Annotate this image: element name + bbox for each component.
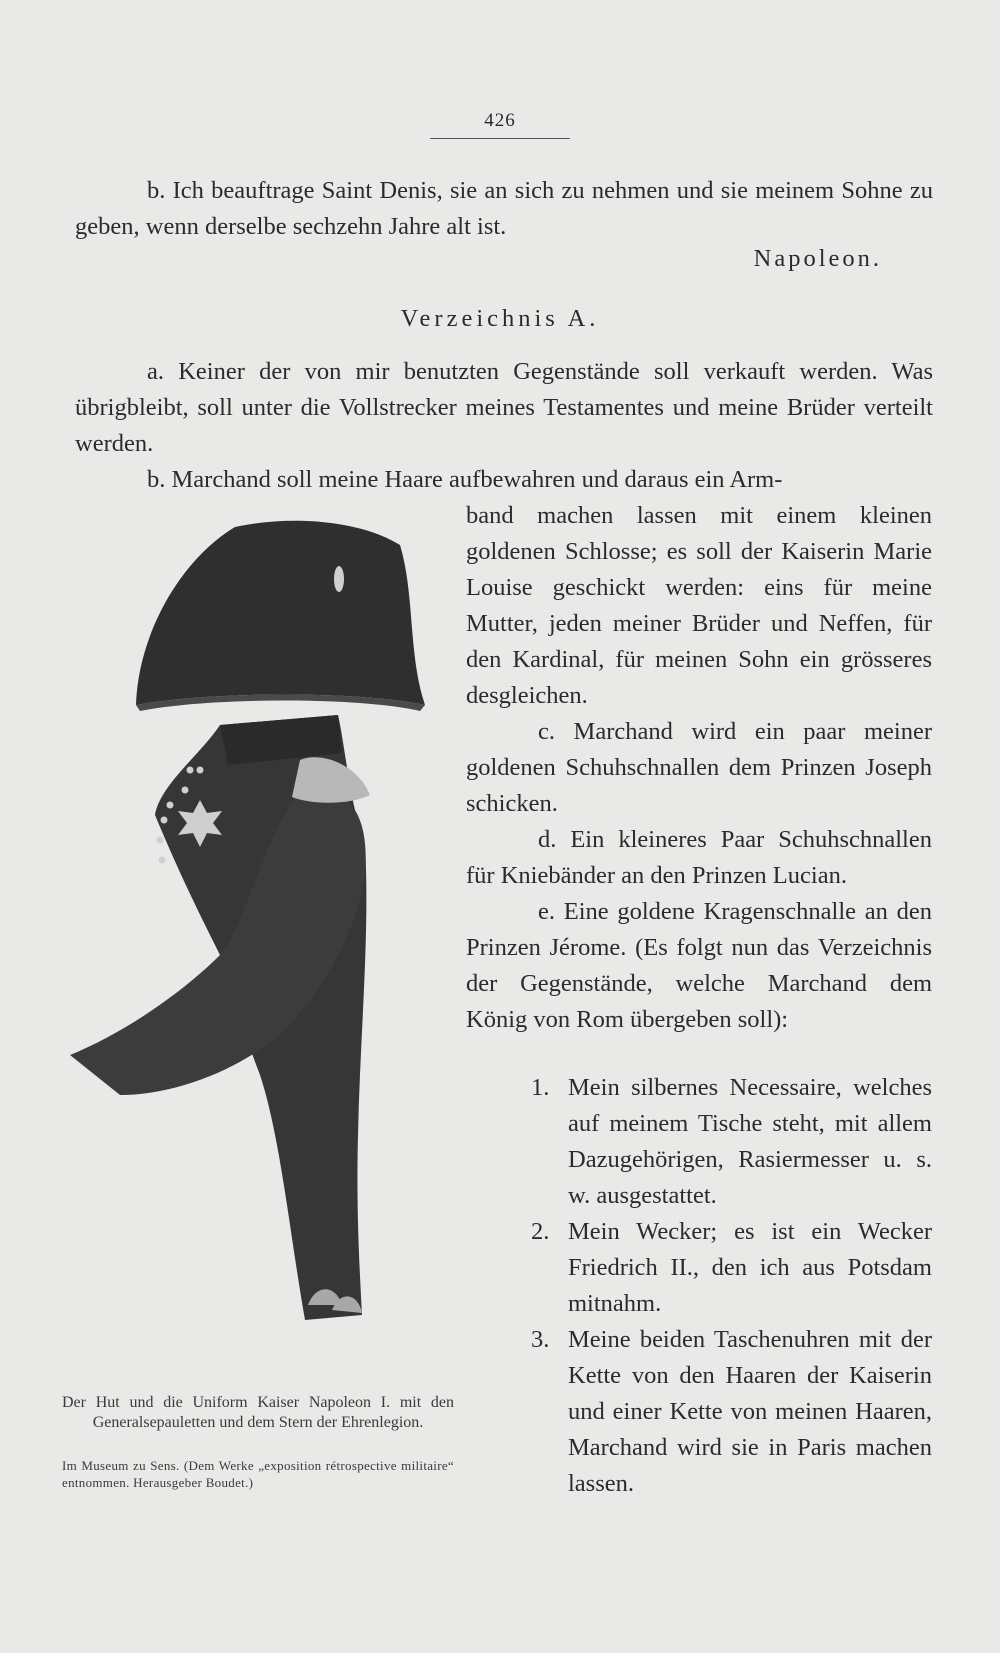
list-item-text: Mein silbernes Necessaire, welches auf meinem Tische steht, mit allem Dazugehörigen, Rasiermesser u. s. w. ausgestattet.	[568, 1074, 932, 1209]
list-item-number: 1.	[531, 1074, 550, 1101]
paragraph-b2: band machen lassen mit einem kleinen goldenen Schlosse; es soll der Kaiserin Marie Louise geschickt werden: eins für meine Mutter, jeden meiner Brüder und Neffen, für den Kardinal, für meinen Sohn ein grösseres desgleichen.	[466, 502, 932, 709]
paragraph-b2-first-line: b. Marchand soll meine Haare aufbewahren und daraus ein Arm-	[147, 466, 783, 493]
epaulette	[292, 757, 370, 802]
paragraph-c: c. Marchand wird ein paar meiner goldenen Schuhschnallen dem Prinzen Joseph schicken.	[466, 718, 932, 817]
list-item-number: 2.	[531, 1218, 550, 1245]
paragraph-b1: b. Ich beauftrage Saint Denis, sie an sich zu nehmen und sie meinem Sohne zu geben, wenn derselbe sechzehn Jahre alt ist.	[75, 177, 933, 240]
list-item	[466, 1322, 932, 1502]
paragraph-e: e. Eine goldene Kragenschnalle an den Prinzen Jérome. (Es folgt nun das Verzeichnis der Gegenstände, welche Marchand dem König von Rom übergeben soll):	[466, 898, 932, 1033]
list-item	[466, 1214, 932, 1322]
figure-caption-source: Im Museum zu Sens. (Dem Werke „exposition rétrospective militaire“ entnommen. Herausgeber Boudet.)	[62, 1458, 454, 1490]
bicorne-hat	[136, 521, 425, 705]
list-item-number: 3.	[531, 1326, 550, 1353]
paragraph-d: d. Ein kleineres Paar Schuhschnallen für Kniebänder an den Prinzen Lucian.	[466, 826, 932, 889]
list-item-text: Meine beiden Taschenuhren mit der Kette von den Haaren der Kaiserin und einer Kette von meinen Haaren, Marchand wird sie in Paris machen lassen.	[568, 1326, 932, 1497]
paragraph-a: a. Keiner der von mir benutzten Gegenstände soll verkauft werden. Was übrigbleibt, soll unter die Vollstrecker meines Testamentes und meine Brüder verteilt werden.	[75, 358, 933, 457]
list-item	[466, 1070, 932, 1214]
page-number: 426	[430, 110, 570, 139]
hat-and-uniform-illustration	[60, 515, 460, 1395]
signature: Napoleon.	[753, 245, 882, 272]
inventory-list	[466, 1070, 932, 1502]
figure-caption: Der Hut und die Uniform Kaiser Napoleon I. mit den Generalsepauletten und dem Stern der Ehrenlegion.	[62, 1394, 454, 1431]
list-item-text: Mein Wecker; es ist ein Wecker Friedrich II., den ich aus Potsdam mitnahm.	[568, 1218, 932, 1317]
section-heading: Verzeichnis A.	[400, 305, 600, 332]
